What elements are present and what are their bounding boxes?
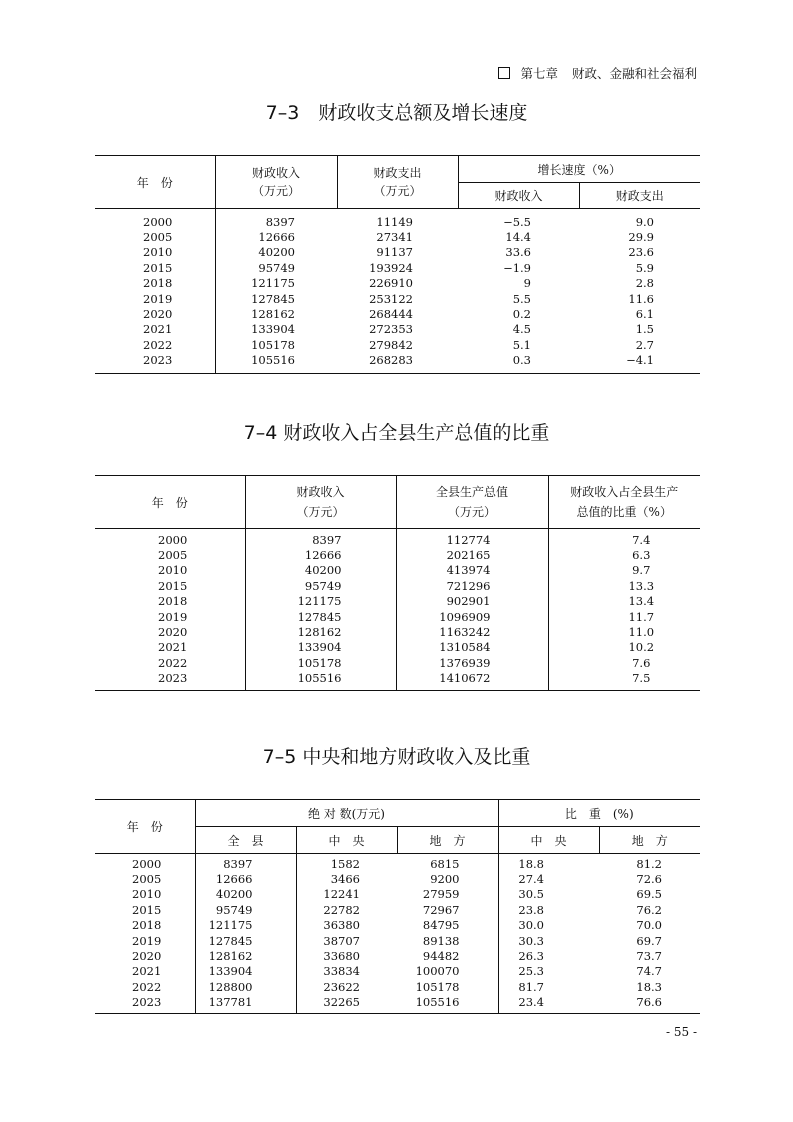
table-row [95, 656, 700, 671]
income-header: 财政收入 （万元） [245, 476, 396, 529]
table-cell: 30.5 [518, 887, 544, 902]
table-cell: 1376939 [396, 656, 548, 671]
table-cell: 2020 [95, 949, 195, 964]
county-header: 全 县 [195, 827, 296, 854]
table-cell: 8397 [195, 857, 296, 872]
table-cell: 2023 [95, 995, 195, 1010]
table-cell: 5.5 [512, 291, 531, 306]
table-cell: 11.0 [628, 624, 655, 639]
table-cell: 2022 [95, 338, 215, 353]
table-cell: 10.2 [628, 640, 655, 655]
table-cell: 105178 [251, 337, 295, 352]
table-cell: 73.7 [636, 948, 662, 963]
table-cell: 26.3 [518, 948, 544, 963]
expend-header: 财政支出 （万元） [337, 156, 458, 209]
table-cell: 2010 [95, 563, 245, 578]
table-row [95, 533, 700, 548]
table-cell: 3466 [330, 871, 360, 886]
table-cell: 226910 [369, 276, 413, 291]
table-cell: 2015 [95, 261, 215, 276]
table-cell: 2022 [95, 980, 195, 995]
gdp-header: 全县生产总值 （万元） [396, 476, 548, 529]
table-cell: 13.4 [628, 594, 655, 609]
table-row [95, 995, 700, 1010]
table-cell: 23.4 [518, 995, 544, 1010]
table-cell: 12666 [195, 872, 296, 887]
table3-title: 7–5 中央和地方财政收入及比重 [262, 746, 531, 768]
table-cell: 2.8 [635, 276, 654, 291]
table-cell: 2019 [95, 934, 195, 949]
table-cell: 33.6 [505, 245, 531, 260]
table-row [95, 671, 700, 686]
table-cell: 27.4 [518, 871, 544, 886]
table-cell: 121175 [251, 276, 295, 291]
table-cell: 1582 [330, 856, 360, 871]
table-cell: 128162 [195, 949, 296, 964]
table-cell: 2015 [95, 903, 195, 918]
table-cell: 105516 [251, 353, 295, 368]
table-cell: 29.9 [628, 229, 654, 244]
table-cell: 23.6 [628, 245, 654, 260]
table-cell: 7.4 [632, 532, 651, 547]
table-row [95, 230, 700, 245]
table-cell: 76.2 [636, 902, 662, 917]
table-cell: 2005 [95, 548, 245, 563]
table-cell: 11.7 [628, 609, 655, 624]
table-cell: 94482 [397, 949, 498, 964]
table-cell: 36380 [323, 918, 360, 933]
ratio-header: 财政收入占全县生产 总值的比重（%） [548, 476, 700, 529]
table-cell: 1096909 [396, 610, 548, 625]
table-cell: 127845 [195, 934, 296, 949]
table-cell: 5.9 [635, 260, 654, 275]
table-cell: 81.2 [636, 856, 662, 871]
central-header: 中 央 [296, 827, 397, 854]
table-cell: 1310584 [396, 640, 548, 655]
table-cell: 6.1 [635, 306, 654, 321]
table-cell: 137781 [195, 995, 296, 1010]
table3 [95, 799, 700, 1014]
income-header: 财政收入 （万元） [215, 156, 337, 209]
table-row [95, 338, 700, 353]
table-cell: 6815 [397, 857, 498, 872]
table-row [95, 610, 700, 625]
table-row [95, 964, 700, 979]
table-cell: 105516 [245, 671, 396, 686]
growth-header: 增长速度（%） [458, 156, 700, 183]
table-cell: 84795 [397, 918, 498, 933]
table-cell: 69.7 [636, 933, 662, 948]
table-cell: 128162 [245, 625, 396, 640]
table-row [95, 292, 700, 307]
table-cell: 2018 [95, 594, 245, 609]
table-cell: 18.8 [518, 856, 544, 871]
table-cell: 413974 [396, 563, 548, 578]
table-row [95, 307, 700, 322]
table-cell: 14.4 [505, 229, 531, 244]
table-cell: 1410672 [396, 671, 548, 686]
table-cell: 2005 [95, 230, 215, 245]
table-cell: 2020 [95, 625, 245, 640]
table-cell: 2022 [95, 656, 245, 671]
table-cell: 38707 [323, 933, 360, 948]
table-cell: 40200 [195, 887, 296, 902]
table-cell: 12666 [258, 229, 295, 244]
absolute-header: 绝 对 数(万元) [195, 800, 498, 827]
table-cell: 18.3 [636, 979, 662, 994]
table-cell: 202165 [396, 548, 548, 563]
table-cell: 89138 [397, 934, 498, 949]
table-cell: 105516 [397, 995, 498, 1010]
growth-income-header: 财政收入 [458, 183, 579, 209]
table-cell: 105178 [245, 656, 396, 671]
table-cell: 268444 [369, 306, 413, 321]
table-cell: 13.3 [628, 578, 655, 593]
table-cell: −1.9 [503, 260, 531, 275]
table-cell: 40200 [258, 245, 295, 260]
table-row [95, 887, 700, 902]
table-cell: 40200 [245, 563, 396, 578]
table-cell: 121175 [245, 594, 396, 609]
table-cell: 70.0 [636, 918, 662, 933]
table-cell: 105178 [397, 980, 498, 995]
table2-title: 7–4 财政收入占全县生产总值的比重 [243, 422, 550, 444]
table-row [95, 980, 700, 995]
table-row [95, 949, 700, 964]
table-cell: 4.5 [512, 322, 531, 337]
table-cell: 25.3 [518, 964, 544, 979]
year-header: 年 份 [95, 476, 245, 529]
table-cell: 69.5 [636, 887, 662, 902]
table-cell: 2000 [95, 857, 195, 872]
table-cell: 279842 [369, 337, 413, 352]
share-local-header: 地 方 [599, 827, 700, 854]
table-row [95, 215, 700, 230]
table-cell: 7.6 [632, 655, 651, 670]
table-cell: 72.6 [636, 871, 662, 886]
table-cell: 127845 [251, 291, 295, 306]
table-cell: 121175 [195, 918, 296, 933]
table-cell: 272353 [369, 322, 413, 337]
table-cell: 27959 [397, 887, 498, 902]
page-number: - 55 - [665, 1025, 697, 1039]
table-cell: 95749 [245, 579, 396, 594]
table-cell: 22782 [323, 902, 360, 917]
table-cell: 0.3 [512, 353, 531, 368]
table-cell: 2010 [95, 887, 195, 902]
table-cell: 2021 [95, 964, 195, 979]
table-cell: 72967 [397, 903, 498, 918]
table-cell: 133904 [251, 322, 295, 337]
table-cell: 33680 [323, 948, 360, 963]
table-cell: 253122 [369, 291, 413, 306]
table-cell: 127845 [245, 610, 396, 625]
section-label: 财政、金融和社会福利 [571, 66, 697, 81]
table-row [95, 918, 700, 933]
table-cell: 33834 [323, 964, 360, 979]
table-cell: 6.3 [632, 547, 651, 562]
table-cell: 128800 [195, 980, 296, 995]
growth-expend-header: 财政支出 [579, 183, 700, 209]
local-header: 地 方 [397, 827, 498, 854]
table-cell: 12241 [323, 887, 360, 902]
table-cell: 12666 [245, 548, 396, 563]
table-row [95, 640, 700, 655]
table-cell: 2005 [95, 872, 195, 887]
table-cell: 112774 [396, 533, 548, 548]
table-cell: 2019 [95, 610, 245, 625]
table-cell: 128162 [251, 306, 295, 321]
table-cell: 1163242 [396, 625, 548, 640]
table-cell: 81.7 [518, 979, 544, 994]
table-row [95, 934, 700, 949]
share-central-header: 中 央 [498, 827, 599, 854]
table-row [95, 548, 700, 563]
table-cell: 2018 [95, 276, 215, 291]
table-cell: 721296 [396, 579, 548, 594]
table-cell: 32265 [323, 995, 360, 1010]
table-row [95, 872, 700, 887]
share-header: 比 重 (%) [498, 800, 700, 827]
table-cell: 11149 [376, 214, 413, 229]
table-cell: 2000 [95, 215, 215, 230]
table-cell: 2019 [95, 292, 215, 307]
table-cell: 2021 [95, 640, 245, 655]
table-cell: 2000 [95, 533, 245, 548]
table-cell: 2.7 [635, 337, 654, 352]
table-row [95, 276, 700, 291]
table-row [95, 857, 700, 872]
table-row [95, 322, 700, 337]
table-cell: 268283 [369, 353, 413, 368]
table-cell: 23.8 [518, 902, 544, 917]
table-row [95, 261, 700, 276]
table-cell: 91137 [376, 245, 413, 260]
table-cell: 193924 [369, 260, 413, 275]
table-cell: 8397 [245, 533, 396, 548]
table-cell: 2018 [95, 918, 195, 933]
table-cell: 1.5 [635, 322, 654, 337]
table-cell: 0.2 [512, 306, 531, 321]
table-cell: 2010 [95, 245, 215, 260]
table-cell: 2020 [95, 307, 215, 322]
table-cell: 74.7 [636, 964, 662, 979]
table-cell: 95749 [258, 260, 295, 275]
table-cell: 30.0 [518, 918, 544, 933]
table-cell: 95749 [195, 903, 296, 918]
table-cell: 133904 [245, 640, 396, 655]
table1 [95, 155, 700, 374]
table-cell: 133904 [195, 964, 296, 979]
table-cell: 23622 [323, 979, 360, 994]
table-cell: 7.5 [632, 671, 651, 686]
running-header [498, 64, 697, 82]
table-cell: 2023 [95, 353, 215, 368]
table-cell: 9200 [397, 872, 498, 887]
table1-title: 7–3 财政收支总额及增长速度 [265, 102, 528, 124]
table-cell: 76.6 [636, 995, 662, 1010]
table-row [95, 579, 700, 594]
table2 [95, 475, 700, 691]
table-cell: 30.3 [518, 933, 544, 948]
year-header: 年 份 [95, 800, 195, 854]
table-cell: 5.1 [512, 337, 531, 352]
table-cell: −5.5 [503, 214, 531, 229]
table-cell: −4.1 [626, 353, 654, 368]
table-row [95, 245, 700, 260]
table-row [95, 563, 700, 578]
table-cell: 2015 [95, 579, 245, 594]
table-cell: 2023 [95, 671, 245, 686]
table-cell: 8397 [265, 214, 295, 229]
chapter-label: 第七章 [520, 66, 558, 81]
table-row [95, 903, 700, 918]
table-cell: 9.0 [635, 214, 654, 229]
table-row [95, 353, 700, 368]
square-icon [498, 67, 510, 79]
table-cell: 902901 [396, 594, 548, 609]
table-cell: 9 [523, 276, 531, 291]
table-row [95, 594, 700, 609]
table-row [95, 625, 700, 640]
table-cell: 100070 [397, 964, 498, 979]
table-cell: 9.7 [632, 563, 651, 578]
table-cell: 11.6 [628, 291, 654, 306]
table-cell: 2021 [95, 322, 215, 337]
year-header: 年 份 [95, 156, 215, 209]
table-cell: 27341 [376, 229, 413, 244]
